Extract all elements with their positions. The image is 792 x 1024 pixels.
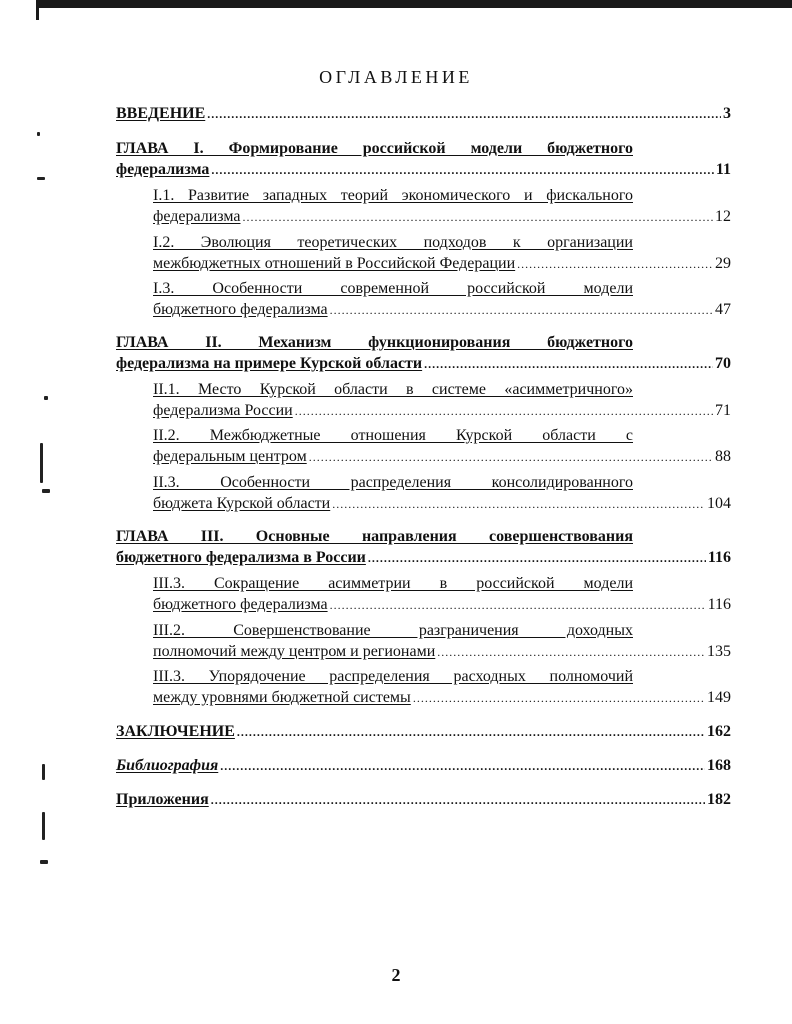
- dot-leader: [243, 207, 714, 228]
- toc-entry-label: Библиография: [116, 757, 219, 774]
- toc-entry-section-1-3[interactable]: [153, 278, 731, 320]
- dot-leader: [437, 642, 705, 663]
- toc-page-number: 47: [715, 301, 731, 318]
- toc-page-number: 135: [707, 643, 731, 660]
- toc-entry-label-cont: федеральным центром: [153, 448, 307, 465]
- toc-entry-label: ГЛАВА III. Основные направления совершенствования: [116, 528, 633, 545]
- scan-speck: [37, 132, 40, 136]
- toc-page-number: 70: [715, 355, 731, 372]
- toc-entry-label-cont: федерализма: [153, 208, 241, 225]
- toc-entry-label-cont: федерализма: [116, 161, 210, 178]
- toc-entry-label-cont: межбюджетных отношений в Российской Федерации: [153, 255, 516, 272]
- toc-page-number: 71: [715, 402, 731, 419]
- toc-title: ОГЛАВЛЕНИЕ: [319, 67, 473, 87]
- dot-leader: [207, 104, 721, 125]
- dot-leader: [424, 354, 713, 375]
- toc-entry-chapter-3[interactable]: [116, 526, 731, 568]
- toc-entry-label: II.2. Межбюджетные отношения Курской области с: [153, 427, 633, 444]
- toc-entry-label-cont: бюджета Курской области: [153, 495, 331, 512]
- toc-entry-label-cont: бюджетного федерализма: [153, 301, 328, 318]
- toc-entry-section-3-2[interactable]: [153, 620, 731, 662]
- dot-leader: [332, 494, 705, 515]
- dot-leader: [309, 447, 713, 468]
- toc-entry-chapter-2[interactable]: [116, 332, 731, 374]
- toc-entry-label: III.3. Сокращение асимметрии в российской модели: [153, 575, 633, 592]
- toc-entry-conclusion[interactable]: [116, 721, 731, 742]
- toc-page-number: 88: [715, 448, 731, 465]
- scan-speck: [44, 396, 48, 400]
- toc-page-number: 104: [707, 495, 731, 512]
- dot-leader: [220, 756, 705, 777]
- toc-entry-label-cont: федерализма России: [153, 402, 293, 419]
- scan-speck: [37, 177, 45, 180]
- toc-entry-label: ЗАКЛЮЧЕНИЕ: [116, 723, 235, 740]
- scan-speck: [40, 860, 48, 864]
- toc-entry-section-3-3[interactable]: [153, 666, 731, 708]
- toc-entry-section-2-2[interactable]: [153, 425, 731, 467]
- toc-entry-label-cont: бюджетного федерализма: [153, 596, 328, 613]
- toc-entry-label: Приложения: [116, 791, 209, 808]
- toc-entry-label-cont: между уровнями бюджетной системы: [153, 689, 411, 706]
- dot-leader: [295, 401, 713, 422]
- scan-speck: [42, 489, 50, 493]
- dot-leader: [413, 688, 705, 709]
- toc-entry-chapter-1[interactable]: [116, 138, 731, 180]
- toc-page-number: 3: [723, 105, 731, 122]
- toc-entry-label-cont: федерализма на примере Курской области: [116, 355, 423, 372]
- toc-entry-bibliography[interactable]: [116, 755, 731, 776]
- scan-speck: [42, 812, 45, 840]
- toc-page-number: 168: [707, 757, 731, 774]
- page-number: 2: [391, 965, 401, 985]
- dot-leader: [517, 254, 713, 275]
- toc-entry-label: I.1. Развитие западных теорий экономического и фискального: [153, 187, 633, 204]
- toc-entry-label: ВВЕДЕНИЕ: [116, 105, 206, 122]
- dot-leader: [330, 300, 713, 321]
- toc-entry-label: ГЛАВА II. Механизм функционирования бюджетного: [116, 334, 633, 351]
- toc-page-number: 116: [707, 596, 731, 613]
- toc-page-number: 182: [707, 791, 731, 808]
- dot-leader: [237, 722, 705, 743]
- toc-entry-label: III.3. Упорядочение распределения расходных полномочий: [153, 668, 633, 685]
- toc-page-number: 162: [707, 723, 731, 740]
- scan-edge-left: [36, 0, 39, 20]
- toc-page-number: 149: [707, 689, 731, 706]
- scan-speck: [42, 764, 45, 780]
- toc-page-number: 116: [707, 549, 731, 566]
- dot-leader: [211, 160, 713, 181]
- toc-entry-label: ГЛАВА I. Формирование российской модели бюджетного: [116, 140, 633, 157]
- scan-speck: [40, 443, 43, 483]
- toc-entry-label-cont: полномочий между центром и регионами: [153, 643, 436, 660]
- toc-entry-label: II.1. Место Курской области в системе «асимметричного»: [153, 381, 633, 398]
- toc-entry-intro[interactable]: [116, 103, 731, 124]
- toc-entry-label: I.3. Особенности современной российской модели: [153, 280, 633, 297]
- toc-entry-section-1-2[interactable]: [153, 232, 731, 274]
- toc-entry-section-2-3[interactable]: [153, 472, 731, 514]
- toc-entry-label-cont: бюджетного федерализма в России: [116, 549, 366, 566]
- toc-entry-label: II.3. Особенности распределения консолидированного: [153, 474, 633, 491]
- scan-edge-top: [36, 0, 792, 8]
- toc-page-number: 29: [715, 255, 731, 272]
- toc-entry-label: I.2. Эволюция теоретических подходов к организации: [153, 234, 633, 251]
- dot-leader: [368, 548, 706, 569]
- toc-page-number: 11: [715, 161, 731, 178]
- toc-entry-section-1-1[interactable]: [153, 185, 731, 227]
- toc-entry-label: III.2. Совершенствование разграничения доходных: [153, 622, 633, 639]
- dot-leader: [330, 595, 706, 616]
- toc-entry-section-3-1[interactable]: [153, 573, 731, 615]
- toc-page-number: 12: [715, 208, 731, 225]
- toc-entry-appendices[interactable]: [116, 789, 731, 810]
- toc-entry-section-2-1[interactable]: [153, 379, 731, 421]
- dot-leader: [211, 790, 705, 811]
